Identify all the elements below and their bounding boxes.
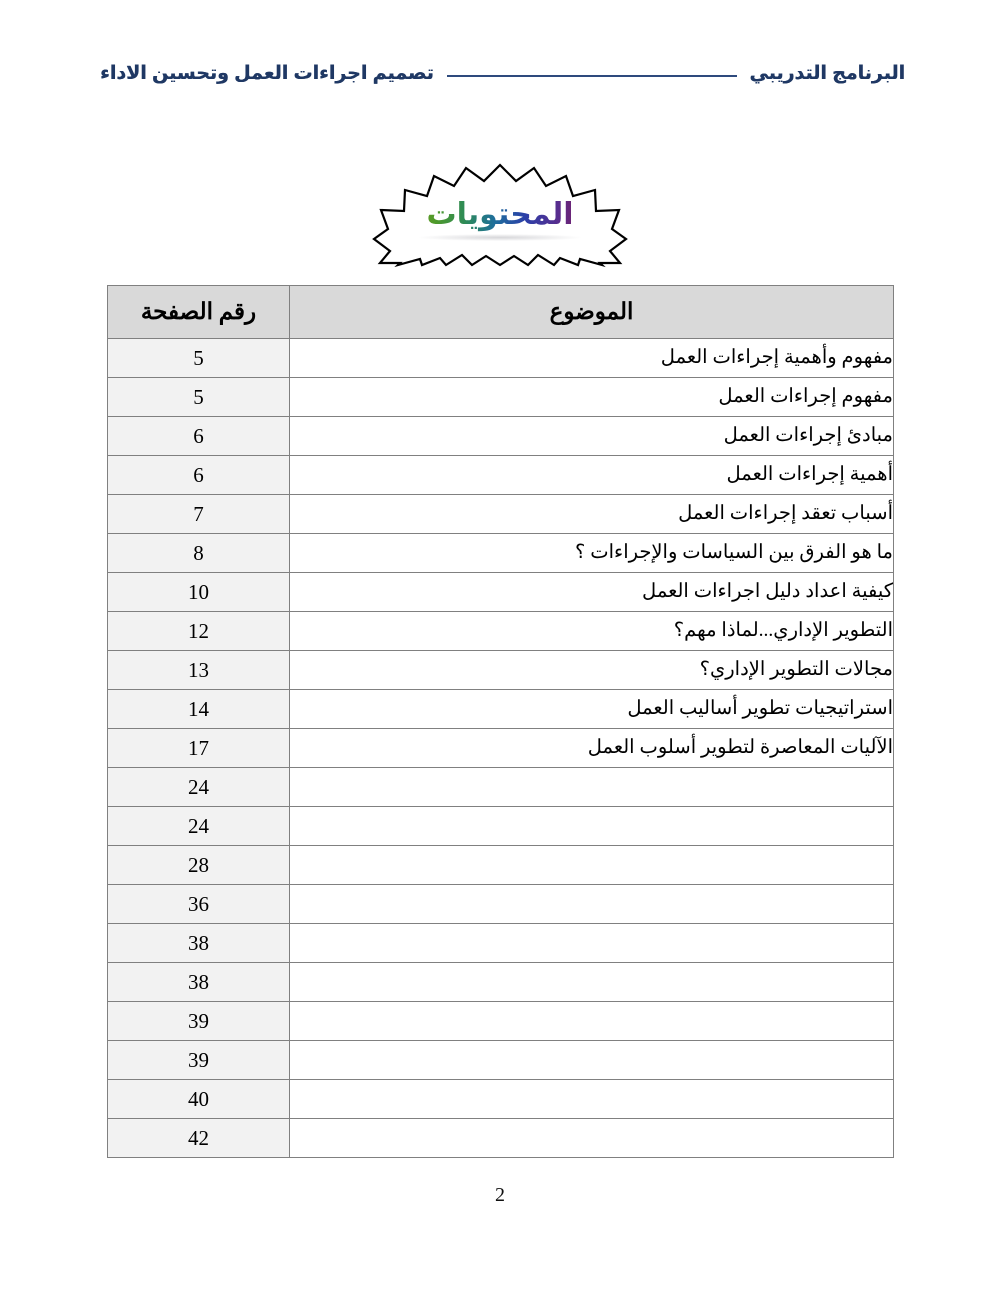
header-title-left: البرنامج التدريبي [749, 62, 905, 84]
toc-entry-page-number: 10 [108, 573, 290, 612]
toc-entry-subject [290, 1080, 894, 1119]
table-row [108, 534, 894, 573]
toc-entry-page-number: 12 [108, 612, 290, 651]
table-row [108, 1119, 894, 1158]
contents-title-text: المحتويات [374, 163, 626, 267]
table-of-contents [107, 285, 894, 1158]
table-row [108, 417, 894, 456]
table-row [108, 885, 894, 924]
table-row [108, 339, 894, 378]
toc-entry-subject: الآليات المعاصرة لتطوير أسلوب العمل [290, 729, 894, 768]
toc-header-row [108, 286, 894, 339]
toc-entry-subject [290, 1041, 894, 1080]
table-row [108, 495, 894, 534]
toc-entry-page-number: 17 [108, 729, 290, 768]
table-row [108, 924, 894, 963]
toc-body [108, 339, 894, 1158]
table-row [108, 807, 894, 846]
table-row [108, 573, 894, 612]
toc-entry-subject: أهمية إجراءات العمل [290, 456, 894, 495]
column-header-page: رقم الصفحة [108, 286, 290, 339]
toc-entry-page-number: 6 [108, 456, 290, 495]
starburst-shape [374, 163, 626, 267]
toc-entry-subject: أسباب تعقد إجراءات العمل [290, 495, 894, 534]
toc-entry-page-number: 28 [108, 846, 290, 885]
table-row [108, 1041, 894, 1080]
table-row [108, 1002, 894, 1041]
toc-entry-page-number: 24 [108, 768, 290, 807]
toc-entry-subject [290, 1002, 894, 1041]
toc-entry-subject: التطوير الإداري...لماذا مهم؟ [290, 612, 894, 651]
toc-entry-page-number: 40 [108, 1080, 290, 1119]
toc-entry-page-number: 24 [108, 807, 290, 846]
toc-entry-page-number: 38 [108, 924, 290, 963]
table-row [108, 690, 894, 729]
toc-entry-subject [290, 846, 894, 885]
toc-entry-page-number: 5 [108, 339, 290, 378]
table-row [108, 456, 894, 495]
toc-entry-page-number: 6 [108, 417, 290, 456]
toc-entry-page-number: 8 [108, 534, 290, 573]
footer-page-number: 2 [495, 1184, 505, 1206]
toc-entry-subject: كيفية اعداد دليل اجراءات العمل [290, 573, 894, 612]
toc-entry-page-number: 36 [108, 885, 290, 924]
toc-entry-page-number: 14 [108, 690, 290, 729]
header-title-right: تصميم اجراءات العمل وتحسين الاداء [100, 62, 434, 84]
toc-entry-subject [290, 924, 894, 963]
toc-entry-subject [290, 885, 894, 924]
toc-entry-subject [290, 963, 894, 1002]
header-divider-line [447, 75, 737, 77]
toc-entry-subject: ما هو الفرق بين السياسات والإجراءات ؟ [290, 534, 894, 573]
contents-title-banner [0, 160, 1000, 270]
toc-entry-subject: مفهوم وأهمية إجراءات العمل [290, 339, 894, 378]
toc-entry-subject: مبادئ إجراءات العمل [290, 417, 894, 456]
toc-entry-page-number: 38 [108, 963, 290, 1002]
toc-entry-subject: مفهوم إجراءات العمل [290, 378, 894, 417]
toc-entry-subject [290, 807, 894, 846]
table-row [108, 768, 894, 807]
table-row [108, 612, 894, 651]
toc-entry-page-number: 5 [108, 378, 290, 417]
table-row [108, 963, 894, 1002]
toc-entry-subject: استراتيجيات تطوير أساليب العمل [290, 690, 894, 729]
toc-entry-subject [290, 768, 894, 807]
toc-entry-page-number: 39 [108, 1041, 290, 1080]
table-row [108, 1080, 894, 1119]
table-row [108, 378, 894, 417]
toc-header-row-group [108, 286, 894, 339]
table-row [108, 729, 894, 768]
table-row [108, 846, 894, 885]
toc-entry-page-number: 42 [108, 1119, 290, 1158]
toc-entry-subject [290, 1119, 894, 1158]
toc-entry-page-number: 13 [108, 651, 290, 690]
column-header-subject: الموضوع [290, 286, 894, 339]
page-header [100, 52, 905, 94]
table-row [108, 651, 894, 690]
toc-entry-page-number: 7 [108, 495, 290, 534]
toc-entry-page-number: 39 [108, 1002, 290, 1041]
toc-entry-subject: مجالات التطوير الإداري؟ [290, 651, 894, 690]
